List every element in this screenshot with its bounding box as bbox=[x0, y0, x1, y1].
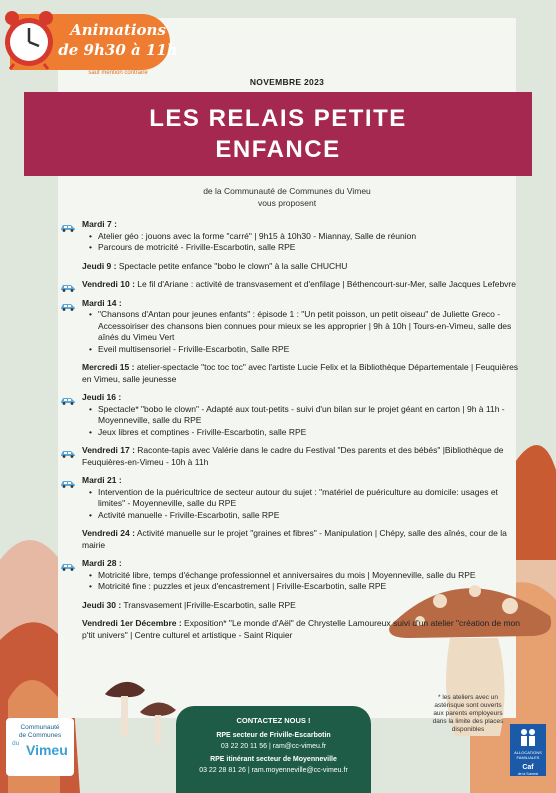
car-icon bbox=[60, 223, 76, 232]
entry-text bbox=[82, 362, 522, 385]
program-entry bbox=[82, 362, 522, 385]
program-entry bbox=[82, 279, 522, 291]
caf-name: Caf bbox=[522, 764, 534, 771]
program-entry bbox=[82, 261, 522, 273]
entry-bullet-item: • Jeux libres et comptines - Friville-Escarbotin, salle RPE bbox=[82, 427, 522, 439]
car-icon bbox=[60, 562, 76, 571]
entry-bullet-item: • Motricité fine : puzzles et jeux d'encastrement | Friville-Escarbotin, salle RPE bbox=[82, 581, 522, 593]
entry-day: Mardi 28 : bbox=[82, 558, 122, 568]
asterisk-note: * les ateliers avec un astérisque sont ouverts aux parents employeurs dans la limite des places disponibles bbox=[432, 694, 504, 733]
entry-text bbox=[82, 618, 522, 641]
program-entry bbox=[82, 558, 522, 593]
program-entry bbox=[82, 528, 522, 551]
contact-box bbox=[176, 706, 371, 793]
entry-day: Vendredi 10 : bbox=[82, 279, 135, 289]
contact-phone-1: 03 22 20 11 56 | ram@cc-vimeu.fr bbox=[220, 743, 327, 750]
entry-description: Transvasement |Friville-Escarbotin, salle RPE bbox=[121, 599, 296, 610]
entry-text bbox=[82, 392, 522, 404]
entry-day: Vendredi 17 : bbox=[82, 445, 135, 455]
contact-sector-1: RPE secteur de Friville-Escarbotin bbox=[216, 732, 331, 739]
entry-bullet-item: • Motricité libre, temps d'échange professionnel et anniversaires du mois | Moyenneville, salle du RPE bbox=[82, 570, 522, 582]
logo-line-2: de Communes bbox=[18, 732, 62, 739]
entry-text bbox=[82, 298, 522, 310]
entry-description: Spectacle petite enfance "bobo le clown" à la salle CHUCHU bbox=[116, 260, 348, 271]
entry-bullet-item: • Intervention de la puéricultrice de secteur autour du sujet : "matériel de puériculture au domicile: usages et limites" - Moyenneville, salle du RPE bbox=[82, 487, 522, 510]
entry-bullet-item: • Eveil multisensoriel - Friville-Escarbotin, Salle RPE bbox=[82, 344, 522, 356]
caf-region: de la Somme bbox=[517, 772, 539, 776]
car-icon bbox=[60, 479, 76, 488]
program-entry bbox=[82, 445, 522, 468]
entry-day: Vendredi 1er Décembre : bbox=[82, 618, 182, 628]
program-list bbox=[82, 219, 522, 648]
page-title-line-2: ENFANCE bbox=[215, 136, 341, 163]
program-entry bbox=[82, 219, 522, 254]
entry-bullet-item: • "Chansons d'Antan pour jeunes enfants" : épisode 1 : "Un petit poisson, un petit oiseau" de Juliette Greco - Accessoiriser des chansons bien connues pour mieux se les approprier | 9h à 10h | Tours-en-Vimeu, salle des aînés du Vimeu Vert bbox=[82, 309, 522, 344]
car-icon bbox=[60, 283, 76, 292]
logo-du: du bbox=[12, 740, 20, 747]
entry-description: Activité manuelle sur le projet "graines et fibres" - Manipulation | Chépy, salle des aînés, cour de la mairie bbox=[82, 528, 507, 550]
contact-title: CONTACTEZ NOUS ! bbox=[236, 716, 311, 725]
badge-line-2: de 9h30 à 11h bbox=[58, 41, 178, 59]
entry-text bbox=[82, 475, 522, 487]
entry-text bbox=[82, 279, 522, 291]
entry-text bbox=[82, 600, 522, 612]
entry-day: Jeudi 30 : bbox=[82, 599, 122, 610]
car-icon bbox=[60, 396, 76, 405]
entry-day: Jeudi 16 : bbox=[82, 392, 122, 402]
title-banner bbox=[24, 92, 532, 176]
entry-bullet-item: • Spectacle* "bobo le clown" - Adapté aux tout-petits - suivi d'un bilan sur le projet géant en carton | 9h à 11h - Moyenneville, salle du RPE bbox=[82, 404, 522, 427]
logo-line-1: Communauté bbox=[20, 724, 60, 731]
entry-description: Le fil d'Ariane : activité de transvasement et d'enfilage | Béthencourt-sur-Mer, salle Jacques Lefebvre bbox=[134, 279, 516, 289]
entry-day: Mercredi 15 : bbox=[82, 362, 135, 372]
program-entry bbox=[82, 600, 522, 612]
badge-subtitle: sauf mention contraire bbox=[88, 70, 148, 76]
logo-name: Vimeu bbox=[26, 742, 68, 758]
entry-text bbox=[82, 219, 522, 231]
entry-bullet-item: • Atelier géo : jouons avec la forme "carré" | 9h15 à 10h30 - Miannay, Salle de réunion bbox=[82, 231, 522, 243]
intro-line-2: vous proposent bbox=[257, 198, 317, 208]
entry-day: Jeudi 9 : bbox=[82, 260, 117, 271]
entry-day: Mardi 7 : bbox=[82, 219, 117, 229]
entry-bullet-item: • Parcours de motricité - Friville-Escarbotin, salle RPE bbox=[82, 242, 522, 254]
contact-sector-2: RPE itinérant secteur de Moyenneville bbox=[210, 756, 337, 763]
badge-line-1: Animations bbox=[70, 21, 166, 39]
intro-line-1: de la Communauté de Communes du Vimeu bbox=[203, 186, 371, 196]
entry-description: Exposition* "Le monde d'Aël" de Chrystelle Lamoureux suivi d'un atelier "création de mon p'tit univers" | Centre culturel et artistique - Saint Riquier bbox=[82, 618, 521, 640]
entry-description: atelier-spectacle "toc toc toc" avec l'artiste Lucie Felix et la Bibliothèque Départementale | Feuquières en Vimeu, salle jeunesse bbox=[82, 362, 519, 384]
car-icon bbox=[60, 449, 76, 458]
entry-text bbox=[82, 558, 522, 570]
entry-day: Mardi 14 : bbox=[82, 297, 122, 308]
caf-logo bbox=[510, 724, 546, 776]
entry-bullet-item: • Activité manuelle - Friville-Escarbotin, salle RPE bbox=[82, 510, 522, 522]
entry-day: Mardi 21 : bbox=[82, 475, 122, 485]
small-mushrooms-illustration bbox=[100, 672, 180, 752]
alarm-clock-icon bbox=[2, 8, 56, 70]
entry-text bbox=[82, 445, 522, 468]
month-heading: NOVEMBRE 2023 bbox=[249, 77, 325, 87]
program-entry bbox=[82, 618, 522, 641]
program-entry bbox=[82, 298, 522, 356]
caf-subtitle: ALLOCATIONS FAMILIALES bbox=[514, 750, 542, 760]
entry-day: Vendredi 24 : bbox=[82, 528, 135, 538]
entry-text bbox=[82, 261, 522, 273]
program-entry bbox=[82, 475, 522, 521]
entry-text bbox=[82, 528, 522, 551]
family-icon bbox=[519, 728, 537, 748]
car-icon bbox=[60, 302, 76, 311]
entry-description: Raconte-tapis avec Valérie dans le cadre du Festival "Des parents et des bébés" |Bibliothèque de Feuquières-en-Vimeu - 10h à 11h bbox=[82, 445, 504, 467]
program-entry bbox=[82, 392, 522, 438]
cc-vimeu-logo bbox=[6, 718, 74, 776]
page-title-line-1: LES RELAIS PETITE bbox=[149, 105, 407, 132]
contact-phone-2: 03 22 28 81 26 | ram.moyenneville@cc-vimeu.fr bbox=[199, 767, 348, 774]
schedule-badge bbox=[0, 0, 190, 86]
